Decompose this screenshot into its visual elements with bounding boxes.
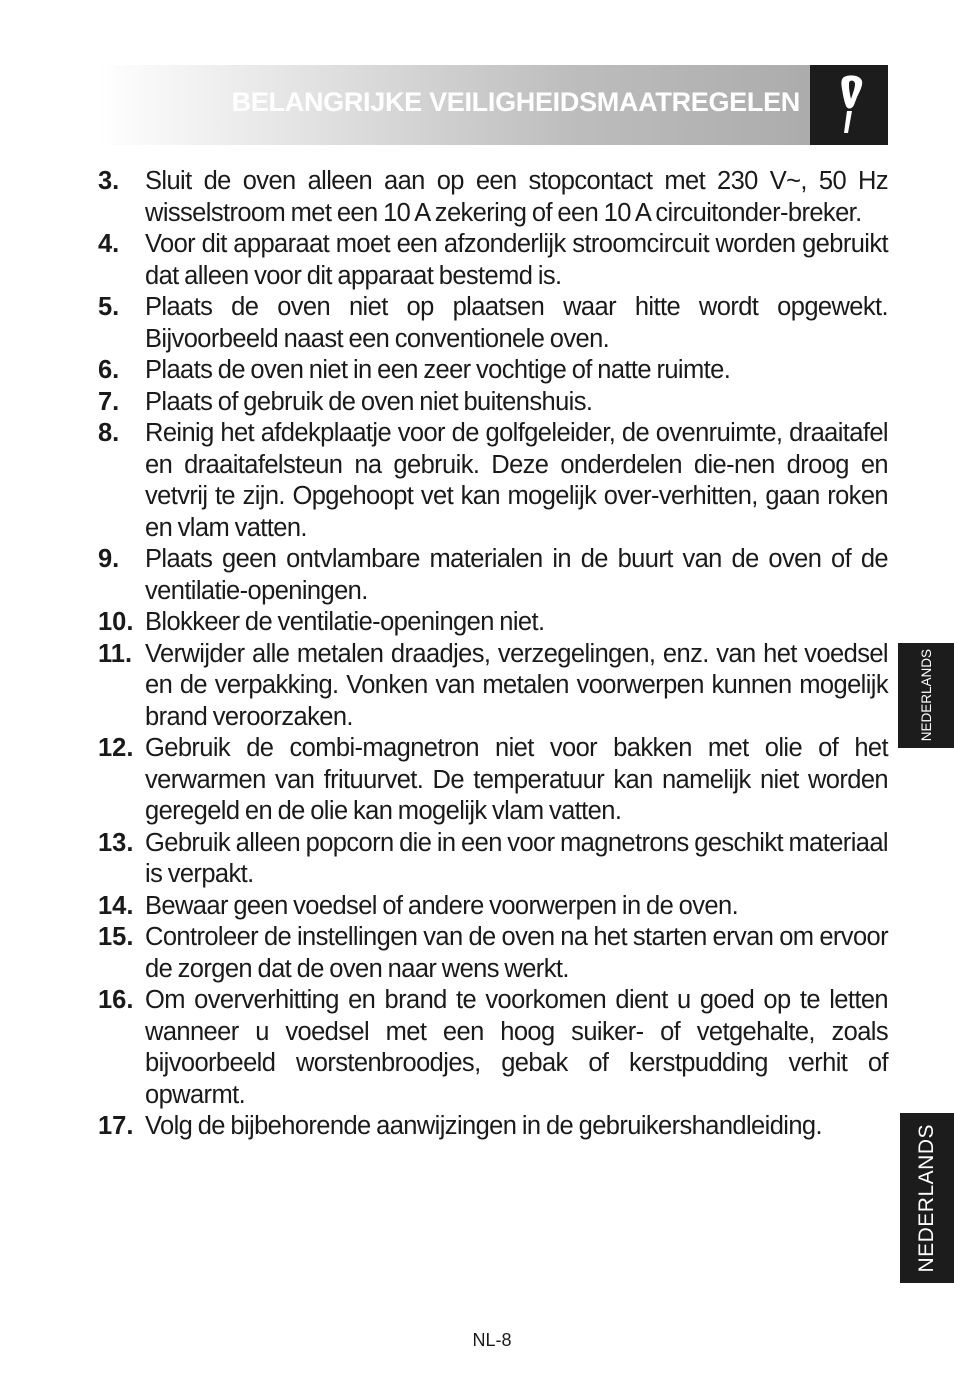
item-number: 15. bbox=[98, 923, 134, 951]
item-number: 8. bbox=[98, 419, 120, 447]
item-number: 16. bbox=[98, 986, 134, 1014]
list-item bbox=[98, 418, 888, 544]
list-item bbox=[98, 166, 888, 229]
list-item bbox=[98, 639, 888, 734]
page-number: NL-8 bbox=[472, 1330, 512, 1350]
item-text: Om oververhitting en brand te voorkomen dient u goed op te letten wanneer u voedsel met een hoog suiker- of vetgehalte, zoals bijvoorbeeld worstenbroodjes, gebak of kerstpudding verhit of opwarmt. bbox=[145, 986, 888, 1109]
item-number: 6. bbox=[98, 356, 120, 384]
item-text: Gebruik alleen popcorn die in een voor magnetrons geschikt materiaal is verpakt. bbox=[145, 828, 888, 888]
item-number: 10. bbox=[98, 608, 134, 636]
item-text: Voor dit apparaat moet een afzonderlijk stroomcircuit worden gebruikt dat alleen voor dit apparaat bestemd is. bbox=[145, 230, 888, 290]
item-text: Plaats geen ontvlambare materialen in de buurt van de oven of de ventilatie-openingen. bbox=[145, 545, 888, 605]
item-text: Plaats de oven niet op plaatsen waar hitte wordt opgewekt. Bijvoorbeeld naast een conventionele oven. bbox=[145, 293, 888, 353]
list-item bbox=[98, 229, 888, 292]
item-text: Reinig het afdekplaatje voor de golfgeleider, de ovenruimte, draaitafel en draaitafelsteun na gebruik. Deze onderdelen die-nen droog en vetvrij te zijn. Opgehoopt vet kan mogelijk over-verhitten, gaan roken en vlam vatten. bbox=[145, 419, 888, 542]
list-item bbox=[98, 387, 888, 419]
item-number: 17. bbox=[98, 1112, 134, 1140]
list-item bbox=[98, 733, 888, 828]
exclamation-icon bbox=[830, 73, 870, 137]
list-item bbox=[98, 922, 888, 985]
language-label-large: NEDERLANDS bbox=[915, 1123, 938, 1273]
section-header bbox=[98, 65, 888, 145]
item-text: Blokkeer de ventilatie-openingen niet. bbox=[145, 608, 545, 636]
item-number: 14. bbox=[98, 891, 134, 920]
list-item bbox=[98, 544, 888, 607]
item-number: 11. bbox=[98, 639, 133, 668]
list-item bbox=[98, 292, 888, 355]
item-text: Gebruik de combi-magnetron niet voor bakken met olie of het verwarmen van frituurvet. De temperatuur kan namelijk niet worden geregeld en de olie kan mogelijk vlam vatten. bbox=[145, 734, 888, 825]
list-item bbox=[98, 607, 888, 639]
item-text: Plaats de oven niet in een zeer vochtige of natte ruimte. bbox=[145, 356, 731, 384]
item-number: 7. bbox=[98, 387, 120, 416]
item-text: Volg de bijbehorende aanwijzingen in de gebruikershandleiding. bbox=[145, 1112, 823, 1140]
item-text: Bewaar geen voedsel of andere voorwerpen in de oven. bbox=[145, 891, 739, 920]
item-number: 13. bbox=[98, 828, 134, 857]
language-tab-large bbox=[900, 1113, 954, 1283]
list-item bbox=[98, 828, 888, 891]
list-item bbox=[98, 1111, 888, 1143]
safety-list bbox=[98, 166, 888, 1143]
item-number: 4. bbox=[98, 230, 120, 258]
item-number: 9. bbox=[98, 545, 120, 573]
item-text: Plaats of gebruik de oven niet buitenshuis. bbox=[145, 387, 593, 416]
list-item bbox=[98, 355, 888, 387]
item-number: 12. bbox=[98, 734, 134, 762]
item-number: 5. bbox=[98, 293, 120, 321]
list-item bbox=[98, 891, 888, 923]
item-text: Controleer de instellingen van de oven na het starten ervan om ervoor de zorgen dat de oven naar wens werkt. bbox=[145, 923, 888, 983]
warning-badge bbox=[810, 65, 888, 145]
language-label-small: NEDERLANDS bbox=[918, 649, 934, 742]
item-text: Verwijder alle metalen draadjes, verzegelingen, enz. van het voedsel en de verpakking. Vonken van metalen voorwerpen kunnen mogelijk brand veroorzaken. bbox=[145, 639, 888, 731]
language-tab-small bbox=[898, 643, 954, 748]
item-text: Sluit de oven alleen aan op een stopcontact met 230 V~, 50 Hz wisselstroom met een 10 A zekering of een 10 A circuitonder-breker. bbox=[145, 167, 888, 227]
list-item bbox=[98, 985, 888, 1111]
section-title: BELANGRIJKE VEILIGHEIDSMAATREGELEN bbox=[231, 87, 800, 117]
item-number: 3. bbox=[98, 167, 120, 195]
